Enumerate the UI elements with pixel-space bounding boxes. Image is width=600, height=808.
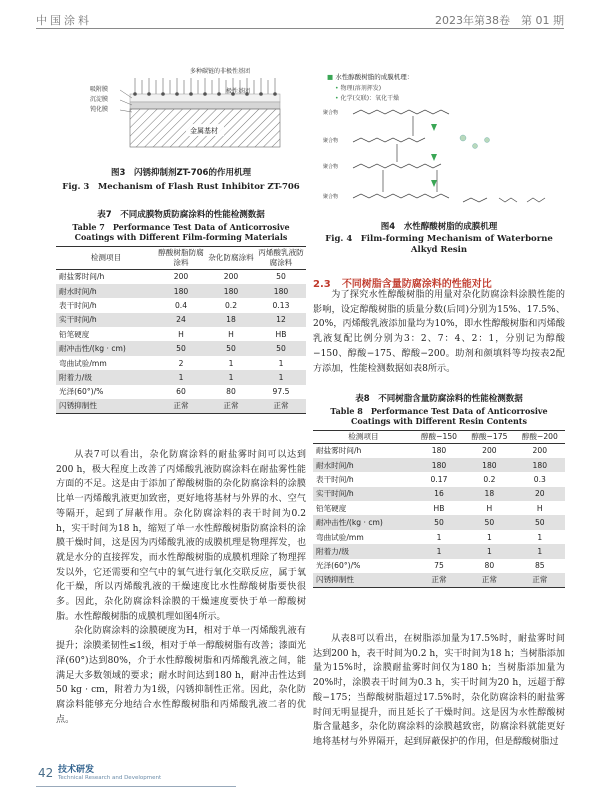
label-passivation-film: 钝化膜 (90, 106, 109, 113)
table-cell: 80 (484, 561, 495, 571)
table-cell: 附着力/级 (313, 544, 414, 558)
table-cell: 60 (176, 387, 186, 397)
table-cell: HB (275, 329, 287, 339)
table-cell: 18 (464, 487, 514, 501)
table-cell: 耐水时间/h (56, 284, 156, 298)
table-row (313, 472, 565, 486)
table-cell: 50 (256, 341, 306, 355)
table-cell: 1 (206, 370, 256, 384)
journal-name: 中国涂料 (36, 14, 92, 27)
footer-section-en: Technical Research and Development (58, 775, 162, 781)
table-cell: 光泽(60°)/% (59, 387, 104, 397)
table-cell: 12 (256, 313, 306, 327)
page-number: 42 (38, 766, 54, 780)
left-body-text (56, 448, 306, 727)
table-row (313, 458, 565, 472)
table-row (313, 501, 565, 515)
figure-4-diagram (313, 72, 565, 222)
table-8-grid (313, 430, 565, 588)
chain-label: 聚合物 (323, 164, 339, 170)
label-precipitation-film: 沉淀膜 (90, 96, 109, 103)
table-cell: 耐盐雾时间/h (59, 272, 105, 282)
table-cell: 正常 (515, 573, 565, 587)
figure-3-caption (56, 166, 306, 192)
footer-divider (36, 786, 236, 787)
table-8 (313, 392, 565, 588)
figure-4-caption-cn: 图4 水性醇酸树脂的成膜机理 (380, 222, 498, 232)
table-cell: 1 (436, 532, 442, 542)
table-cell: 耐盐雾时间/h (316, 446, 362, 456)
table-row (56, 313, 306, 327)
table-7-header: 丙烯酸乳液防腐涂料 (256, 247, 306, 270)
table-cell: 24 (156, 313, 206, 327)
table-cell: 50 (414, 515, 464, 529)
table-7 (56, 208, 306, 414)
table-row (56, 327, 306, 341)
table-8-header: 检测项目 (313, 431, 414, 444)
table-cell: 0.3 (533, 474, 546, 484)
table-row (56, 356, 306, 370)
table-cell: 50 (206, 341, 256, 355)
table-cell: 180 (464, 458, 514, 472)
table-cell: 50 (464, 515, 514, 529)
figure-3-caption-cn: 图3 闪锈抑制剂ZT-706的作用机理 (111, 168, 251, 178)
table-cell: 正常 (414, 573, 464, 587)
table-cell: H (178, 329, 184, 339)
alkyd-crosslinking-illustration (313, 102, 565, 222)
table-cell: 50 (515, 515, 565, 529)
table-cell: 1 (515, 544, 565, 558)
figure-3-caption-en: Fig. 3 Mechanism of Flash Rust Inhibitor ZT-706 (62, 182, 300, 192)
table-cell: 附着力/级 (56, 370, 156, 384)
table-cell: 铅笔硬度 (316, 503, 347, 513)
table-row (313, 544, 565, 558)
chain-label: 聚合物 (323, 138, 339, 144)
flash-rust-mechanism-illustration (90, 74, 290, 160)
table-8-header: 醇酸−175 (464, 431, 514, 444)
figure-4-caption (313, 220, 565, 256)
table-row (56, 370, 306, 384)
table-cell: 80 (226, 387, 236, 397)
table-cell: 85 (534, 561, 545, 571)
table-7-caption-en: Table 7 Performance Test Data of Anticorrosive Coatings with Different Film-forming Materials (72, 222, 290, 242)
table-row (56, 341, 306, 355)
legend-item-text: 化学(交联)：氧化干燥 (340, 95, 400, 102)
table-cell: 0.13 (272, 300, 290, 310)
table-cell: 正常 (256, 399, 306, 413)
table-cell: 正常 (156, 399, 206, 413)
table-cell: 1 (414, 544, 464, 558)
table-row (313, 444, 565, 458)
right-body-text-1 (313, 288, 565, 376)
table-cell: 200 (482, 446, 497, 456)
table-cell: 0.4 (174, 300, 188, 310)
table-row (313, 559, 565, 573)
table-7-header: 检测项目 (56, 247, 156, 270)
paragraph: 从表7可以看出，杂化防腐涂料的耐盐雾时间可以达到200 h，极大程度上改善了丙烯酸乳液防腐涂料在耐盐雾性能方面的不足。这是由于添加了醇酸树脂的杂化防腐涂料的涂膜比单一丙烯酸乳液更加致密，更好地将基材与外界的水、空气等隔开，起到了屏蔽作用。杂化防腐涂料的表干时间为0.2 h，实干时间为18 h，缩短了单一水性醇酸树脂防腐涂料的涂膜干燥时间，这是因为丙烯酸乳液的成膜机理是物理挥发，也就是水分的直接挥发，而水性醇酸树脂的成膜机理除了物理挥发以外，它还需要和空气中的氧气进行氧化交联反应，属于氧化干燥，所以丙烯酸乳液的干燥速度比水性醇酸树脂要快很多。因此，杂化防腐涂料涂膜的干燥速度要快于单一醇酸树脂。水性醇酸树脂的成膜机理如图4所示。 (56, 450, 306, 622)
table-cell: 0.2 (224, 300, 238, 310)
table-cell: H (536, 503, 543, 513)
figure-3-diagram (90, 68, 290, 160)
table-cell: 耐冲击性/(kg · cm) (56, 341, 156, 355)
table-8-header: 醇酸−200 (515, 431, 565, 444)
table-row (313, 573, 565, 587)
table-row (313, 487, 565, 501)
table-cell: 1 (464, 544, 514, 558)
table-cell: 表干时间/h (316, 474, 354, 484)
paragraph: 杂化防腐涂料的涂膜硬度为H，相对于单一丙烯酸乳液有提升；涂膜柔韧性≤1级，相对于单一醇酸树脂有改善；漆面光泽(60°)达到80%，介于水性醇酸树脂和丙烯酸乳液之间，能满足大多数领域的要求；耐水时间达到180 h，耐冲击性达到50 kg · cm，附着力为1级，闪锈抑制性正常。因此，杂化防腐涂料能够充分地结合水性醇酸树脂和丙烯酸乳液二者的优点。 (56, 626, 306, 725)
table-row (56, 298, 306, 312)
table-cell: 180 (515, 458, 565, 472)
table-cell: 97.5 (272, 387, 290, 397)
table-cell: 正常 (206, 399, 256, 413)
table-cell: 16 (414, 487, 464, 501)
paragraph: 为了探究水性醇酸树脂的用量对杂化防腐涂料涂膜性能的影响，设定醇酸树脂的质量分数(后同)分别为15%、17.5%、20%，丙烯酸乳液添加量均为10%，即水性醇酸树脂和丙烯酸乳液复配比例分别为3：2、7：4、2：1，分别记为醇酸−150、醇酸−175、醇酸−200。助剂和颜填料等均按表2配方添加，性能检测数据如表8所示。 (313, 290, 565, 374)
chain-label: 聚合物 (323, 194, 339, 200)
table-cell: 200 (173, 272, 189, 282)
table-cell: 75 (434, 561, 444, 571)
table-cell: 0.2 (483, 474, 496, 484)
figure-4-caption-en: Fig. 4 Film-forming Mechanism of Waterborne Alkyd Resin (325, 234, 553, 255)
table-cell: 实干时间/h (313, 487, 414, 501)
table-cell: 180 (206, 284, 256, 298)
table-cell: 实干时间/h (56, 313, 156, 327)
table-cell: 1 (228, 358, 234, 368)
label-nonpolar-groups: 多种碳链的非极性基团 (190, 68, 251, 75)
header-divider (36, 28, 564, 29)
table-7-header: 醇酸树脂防腐涂料 (156, 247, 206, 270)
table-cell: H (228, 329, 234, 339)
table-cell: 1 (256, 370, 306, 384)
label-metal-substrate: 金属基材 (190, 127, 218, 135)
table-cell: 180 (256, 284, 306, 298)
table-row (313, 515, 565, 529)
footer-section-cn: 技术研发 (58, 765, 95, 775)
table-8-caption-cn: 表8 不同树脂含量防腐涂料的性能检测数据 (355, 394, 523, 404)
table-8-caption-en: Table 8 Performance Test Data of Anticorrosive Coatings with Different Resin Contents (330, 406, 548, 426)
table-cell: 50 (276, 272, 286, 282)
right-body-text-2 (313, 632, 565, 750)
table-cell: 180 (156, 284, 206, 298)
figure-4-legend-item (335, 83, 381, 92)
table-cell: 弯曲试验/mm (316, 532, 364, 542)
table-cell: 200 (223, 272, 239, 282)
bullet-icon: • (335, 85, 339, 92)
table-cell: 铅笔硬度 (59, 329, 90, 339)
table-cell: 耐水时间/h (313, 458, 414, 472)
table-cell: 表干时间/h (59, 300, 97, 310)
table-cell: 1 (537, 532, 543, 542)
issue-info: 2023年第38卷 第 01 期 (435, 14, 564, 27)
table-cell: H (486, 503, 493, 513)
table-row (313, 530, 565, 544)
table-7-caption-cn: 表7 不同成膜物质防腐涂料的性能检测数据 (97, 210, 265, 220)
table-cell: 正常 (464, 573, 514, 587)
section-title: 不同树脂含量防腐涂料的性能对比 (341, 279, 492, 290)
chain-label: 聚合物 (323, 110, 339, 116)
table-cell: 2 (178, 358, 184, 368)
legend-title-text: 水性醇酸树脂的成膜机理： (335, 73, 414, 81)
table-cell: 1 (278, 358, 284, 368)
table-cell: HB (433, 503, 445, 513)
label-polar-groups: 极性基团 (226, 88, 251, 95)
table-row (56, 385, 306, 399)
bullet-icon: ■ (327, 73, 334, 81)
legend-item-text: 物理(溶剂挥发) (340, 85, 382, 92)
table-cell: 闪锈抑制性 (313, 573, 414, 587)
paragraph: 从表8可以看出，在树脂添加量为17.5%时，耐盐雾时间达到200 h，表干时间为0.2 h，实干时间为18 h；当树脂添加量为15%时，涂膜耐盐雾时间仅为180 h；当树脂添加量为20%时，涂膜表干时间为0.3 h，实干时间为20 h，远超于醇酸−175；当醇酸树脂超过17.5%时，杂化防腐涂料的耐盐雾时间无明显提升，而且延长了干燥时间。这是因为水性醇酸树脂含量越多，杂化防腐涂料的涂膜越致密，防腐涂料就能更好地将基材与外界隔开，起到屏蔽保护的作用，但是醇酸树脂过 (313, 634, 565, 747)
figure-4-legend-title (327, 72, 413, 81)
figure-4-legend-item (335, 93, 399, 102)
table-8-header: 醇酸−150 (414, 431, 464, 444)
bullet-icon: • (335, 95, 339, 102)
table-row (56, 399, 306, 413)
table-cell: 1 (486, 532, 492, 542)
table-cell: 光泽(60°)/% (316, 561, 361, 571)
table-cell: 弯曲试验/mm (59, 358, 107, 368)
table-7-header: 杂化防腐涂料 (206, 247, 256, 270)
table-cell: 20 (515, 487, 565, 501)
table-row (56, 284, 306, 298)
table-cell: 50 (156, 341, 206, 355)
table-cell: 耐冲击性/(kg · cm) (313, 515, 414, 529)
table-cell: 200 (532, 446, 548, 456)
table-cell: 180 (414, 458, 464, 472)
table-cell: 18 (206, 313, 256, 327)
table-row (56, 270, 306, 284)
table-cell: 0.17 (430, 474, 448, 484)
table-cell: 闪锈抑制性 (56, 399, 156, 413)
table-cell: 180 (431, 446, 447, 456)
section-number: 2.3 (313, 279, 331, 290)
label-adsorption-film: 吸附膜 (90, 86, 109, 93)
table-7-grid (56, 246, 306, 414)
table-cell: 1 (156, 370, 206, 384)
